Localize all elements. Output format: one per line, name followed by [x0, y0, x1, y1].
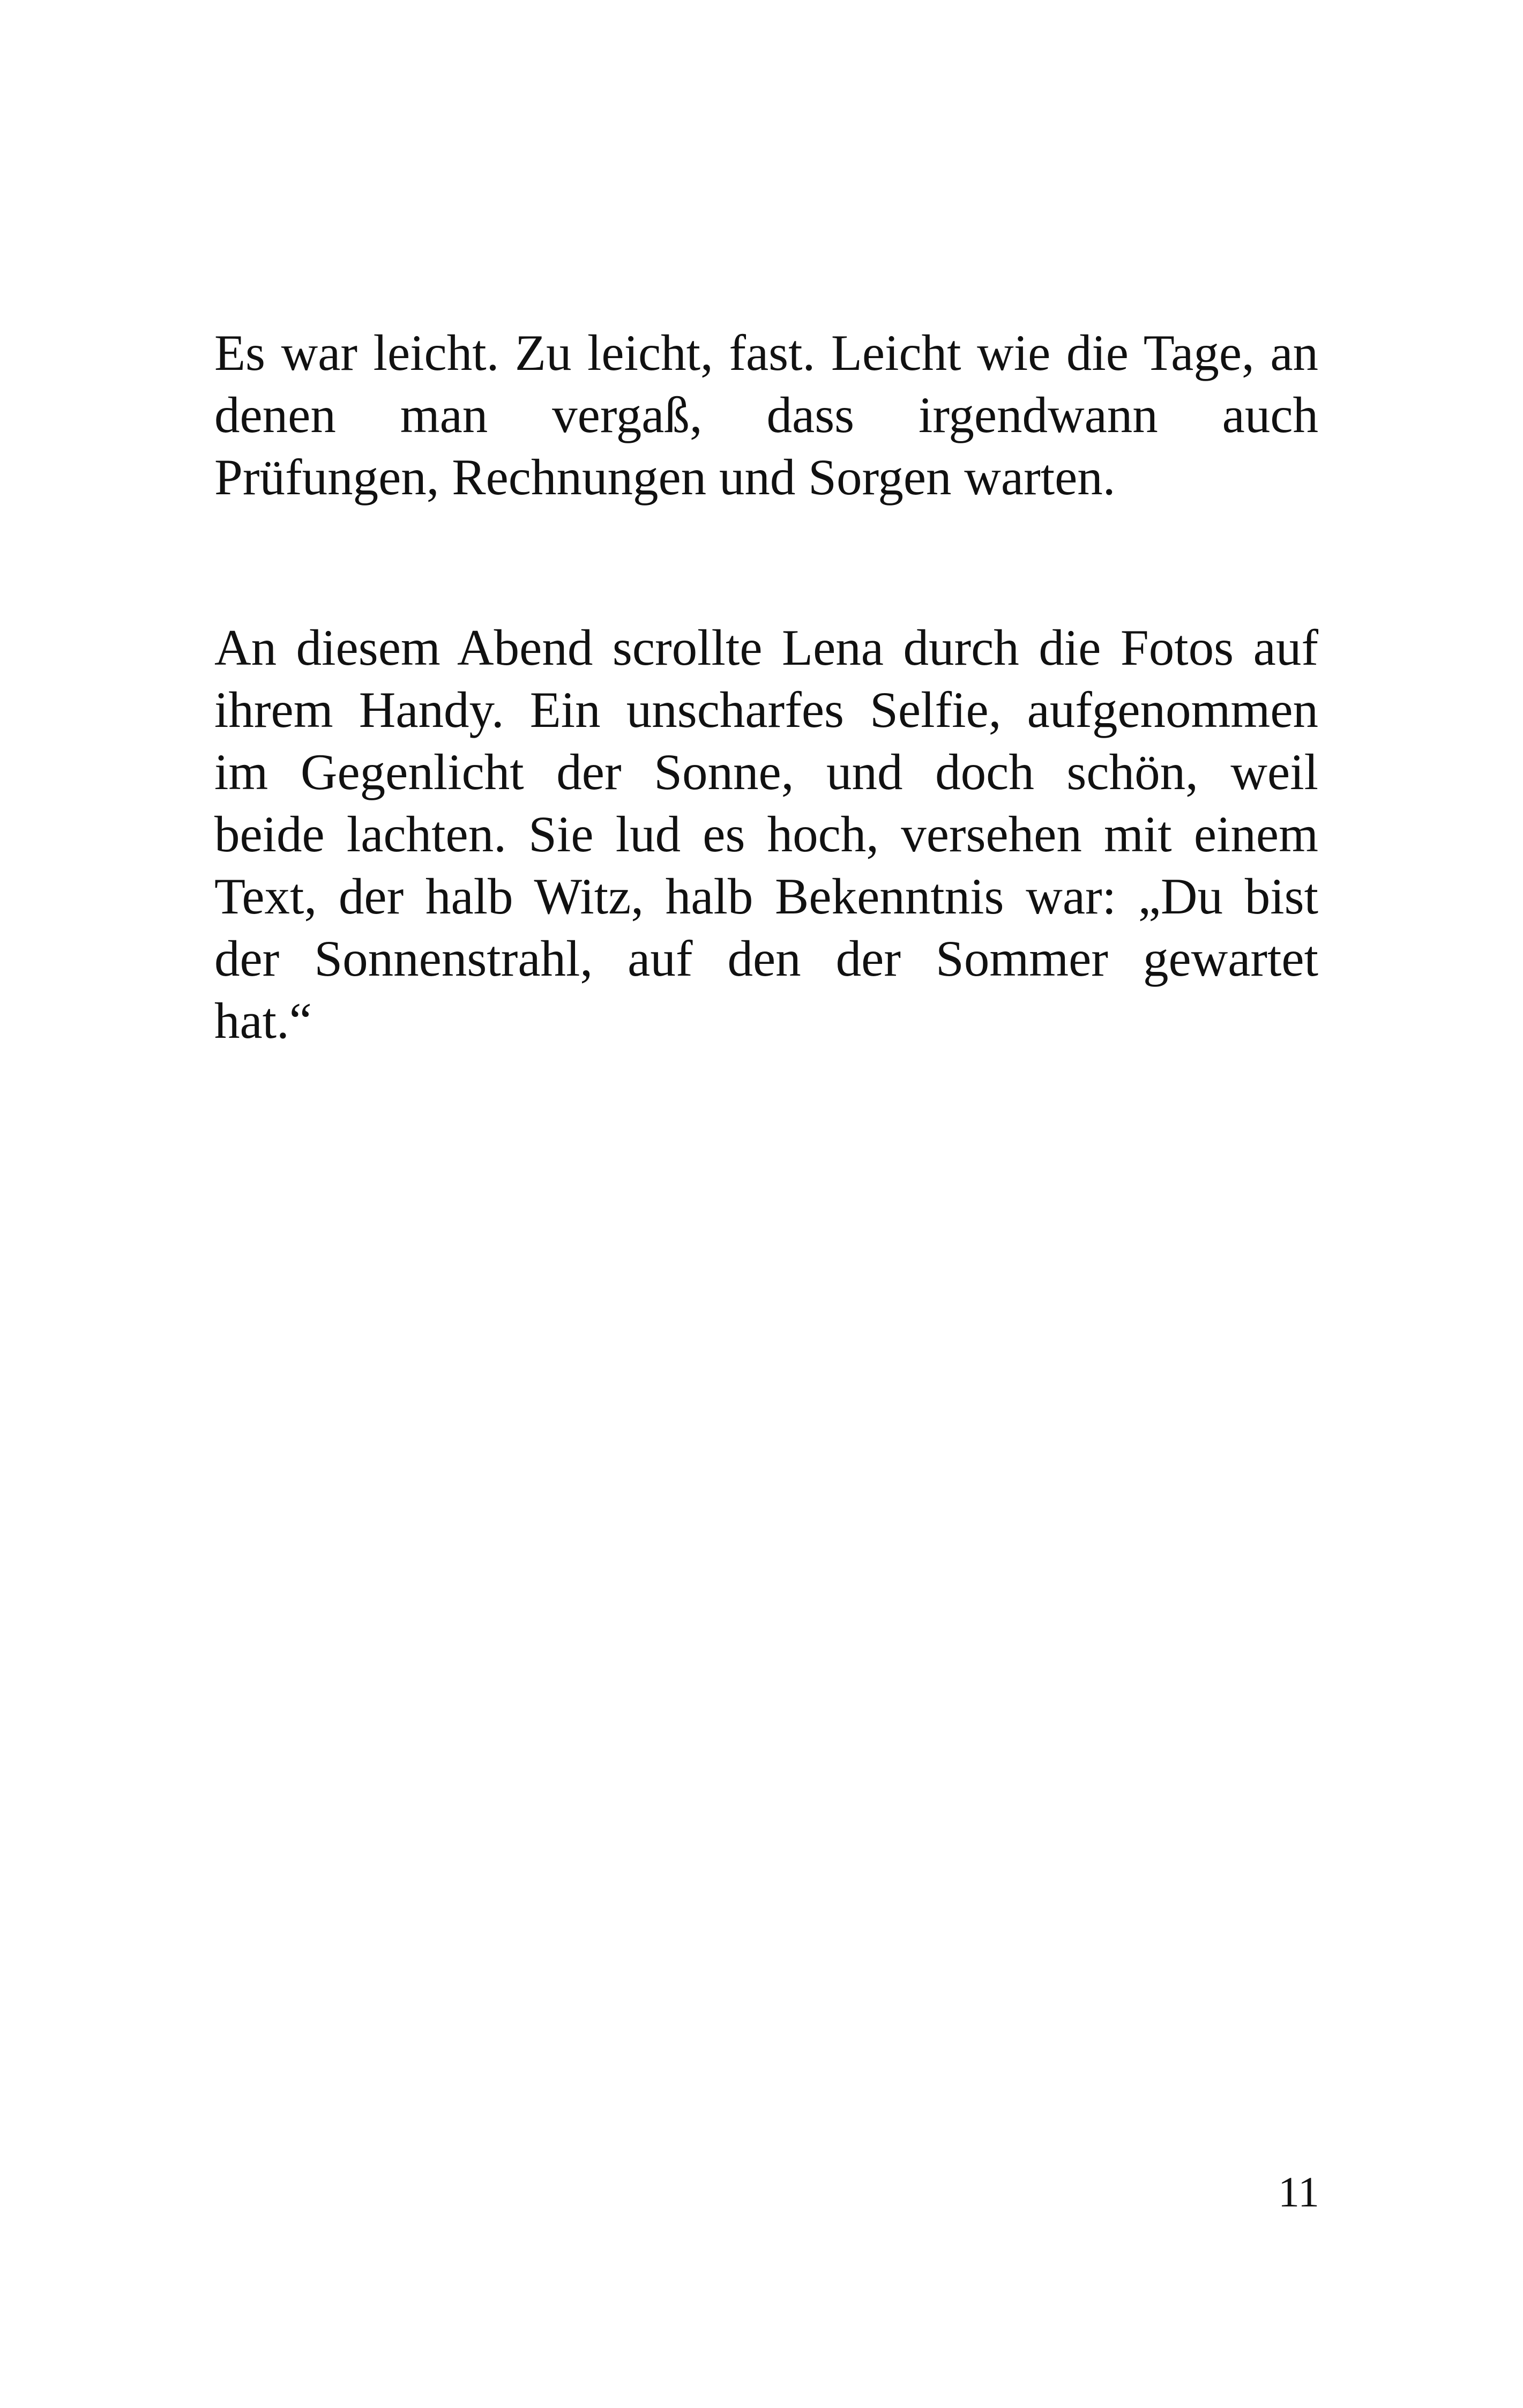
- page-number: 11: [1278, 2169, 1319, 2216]
- paragraph-2-line-5: Text, der halb Witz, halb Bekenntnis war: „Du bist: [214, 868, 1318, 925]
- paragraph-2: [214, 616, 1318, 1052]
- paragraph-2-line-4: beide lachten. Sie lud es hoch, versehen mit einem: [214, 806, 1318, 863]
- paragraph-1: [214, 322, 1318, 508]
- paragraph-2-line-2: ihrem Handy. Ein unscharfes Selfie, aufgenommen: [214, 681, 1318, 738]
- paragraph-1-line-1: Es war leicht. Zu leicht, fast. Leicht wie die Tage, an: [214, 324, 1318, 381]
- paragraph-2-line-6: der Sonnenstrahl, auf den der Sommer gewartet: [214, 930, 1318, 987]
- paragraph-2-line-3: im Gegenlicht der Sonne, und doch schön, weil: [214, 744, 1318, 800]
- paragraph-1-line-2: denen man vergaß, dass irgendwann auch: [214, 387, 1318, 443]
- paragraph-2-line-7: hat.“: [214, 992, 312, 1049]
- paragraph-1-line-3: Prüfungen, Rechnungen und Sorgen warten.: [214, 449, 1116, 506]
- paragraph-2-line-1: An diesem Abend scrollte Lena durch die Fotos auf: [214, 619, 1318, 676]
